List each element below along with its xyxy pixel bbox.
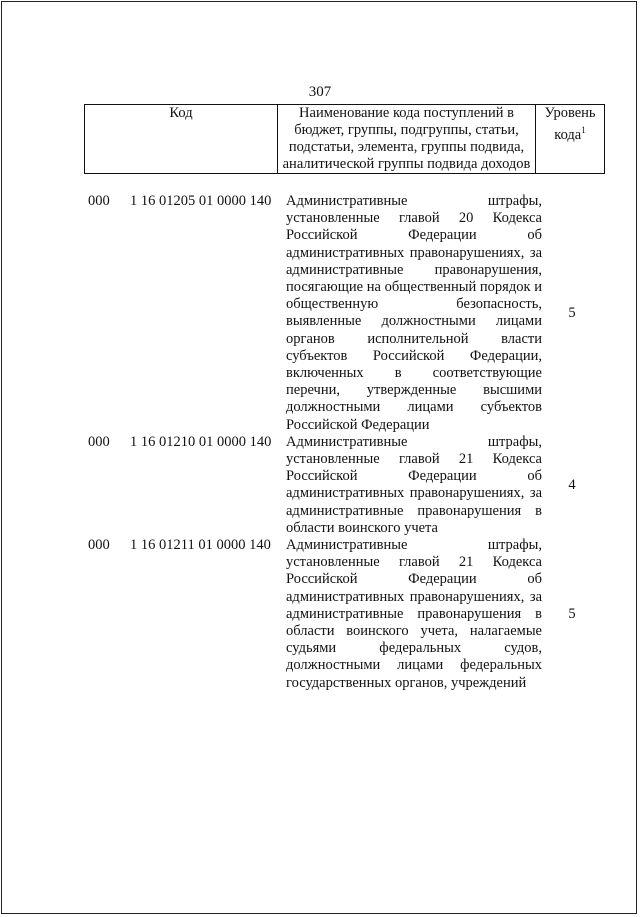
row-prefix: 000 [88,433,110,450]
row-level: 5 [568,304,576,321]
table-header [84,104,605,174]
row-code: 1 16 01210 01 0000 140 [130,433,272,450]
row-level: 5 [568,605,576,622]
row-code: 1 16 01205 01 0000 140 [130,193,272,209]
header-level [536,105,605,174]
header-code: Код [85,105,278,174]
row-prefix: 000 [88,193,110,209]
header-level-label: Уровень кода [544,105,596,143]
table-row [84,193,605,434]
row-level: 4 [568,476,576,493]
row-description: Административные штрафы, установленные главой 20 Кодекса Российской Федерации об административных правонарушениях, за административные правонарушения, посягающие на общественный порядок и общественную безопасность, выявленные должностными лицами органов исполнительной власти субъектов Российской Федерации, включенных в соответствующие перечни, утвержденные высшими должностными лицами субъектов Российской Федерации [286,193,542,433]
header-name: Наименование кода поступлений в бюджет, группы, подгруппы, статьи, подстатьи, элемента, группы подвида, аналитической группы подвида доходов [278,105,536,174]
row-prefix: 000 [88,537,110,554]
row-code: 1 16 01211 01 0000 140 [130,537,271,554]
row-description: Административные штрафы, установленные главой 21 Кодекса Российской Федерации об административных правонарушениях, за административные правонарушения в области воинского учета [286,433,542,536]
header-level-footnote: 1 [581,125,586,135]
table-row [84,434,605,537]
table-body [84,193,605,692]
page-number: 307 [308,84,332,100]
table-row [84,537,605,692]
row-description: Административные штрафы, установленные главой 21 Кодекса Российской Федерации об административных правонарушениях, за административные правонарушения в области воинского учета, налагаемые судьями федеральных судов, должностными лицами федеральных государственных органов, учреждений [286,537,542,691]
